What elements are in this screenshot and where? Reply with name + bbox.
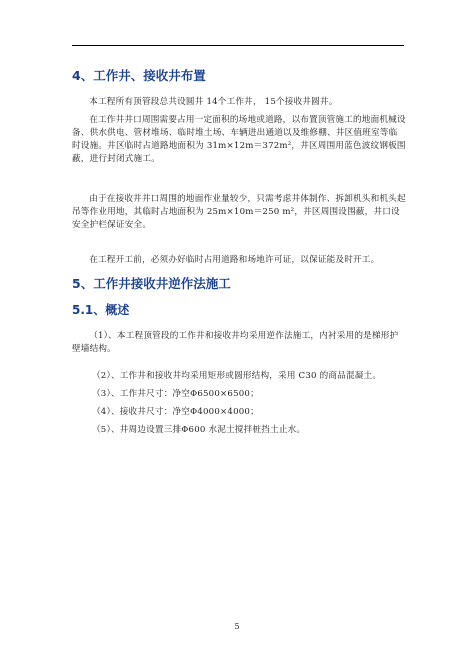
page-number: 5 (234, 622, 240, 631)
section-4-heading: 4、工作井、接收井布置 (72, 68, 206, 83)
list-item: （3）、工作井尺寸：净空Φ6500×6500； (92, 389, 259, 399)
header-rule (72, 45, 404, 46)
section-4-paragraph-4: 在工程开工前，必须办好临时占用道路和场地许可证，以保证能及时开工。 (89, 255, 380, 265)
list-item: （5）、井周边设置三排Φ600 水泥土搅拌桩挡土止水。 (92, 425, 306, 435)
section-5-1-heading: 5.1、概述 (72, 303, 130, 317)
section-4-paragraph-1: 本工程所有顶管段总共设圆井 14个工作井， 15个接收井圆井。 (89, 97, 338, 107)
section-5-heading: 5、工作井接收井逆作法施工 (72, 276, 231, 291)
section-4-paragraph-3: 由于在接收井井口周围的地面作业量较少，只需考虑井体制作、拆卸机头和机头起吊等作业用地，其临时占地面积为 25m×10m＝250 m²，井区周围设围蔽，井口设安全护栏保证安全。 (72, 194, 406, 230)
list-item: （2）、工作井和接收井均采用矩形或圆形结构，采用 C30 的商品混凝土。 (92, 371, 382, 381)
section-4-paragraph-2: 在工作井井口周围需要占用一定面积的场地或道路，以布置顶管施工的地面机械设备、供水供电、管材堆场、临时堆土场、车辆进出通道以及维修棚、井区值班室等临时设施。井区临时占道路地面积为 31m×12m＝372m²，井区周围用蓝色波纹钢板围蔽，进行封闭式施工。 (72, 115, 406, 164)
list-item: （4）、接收井尺寸：净空Φ4000×4000； (92, 407, 259, 417)
list-item: （1）、本工程顶管段的工作井和接收井均采用逆作法施工，内衬采用的是梯形护壁墙结构。 (72, 331, 399, 354)
